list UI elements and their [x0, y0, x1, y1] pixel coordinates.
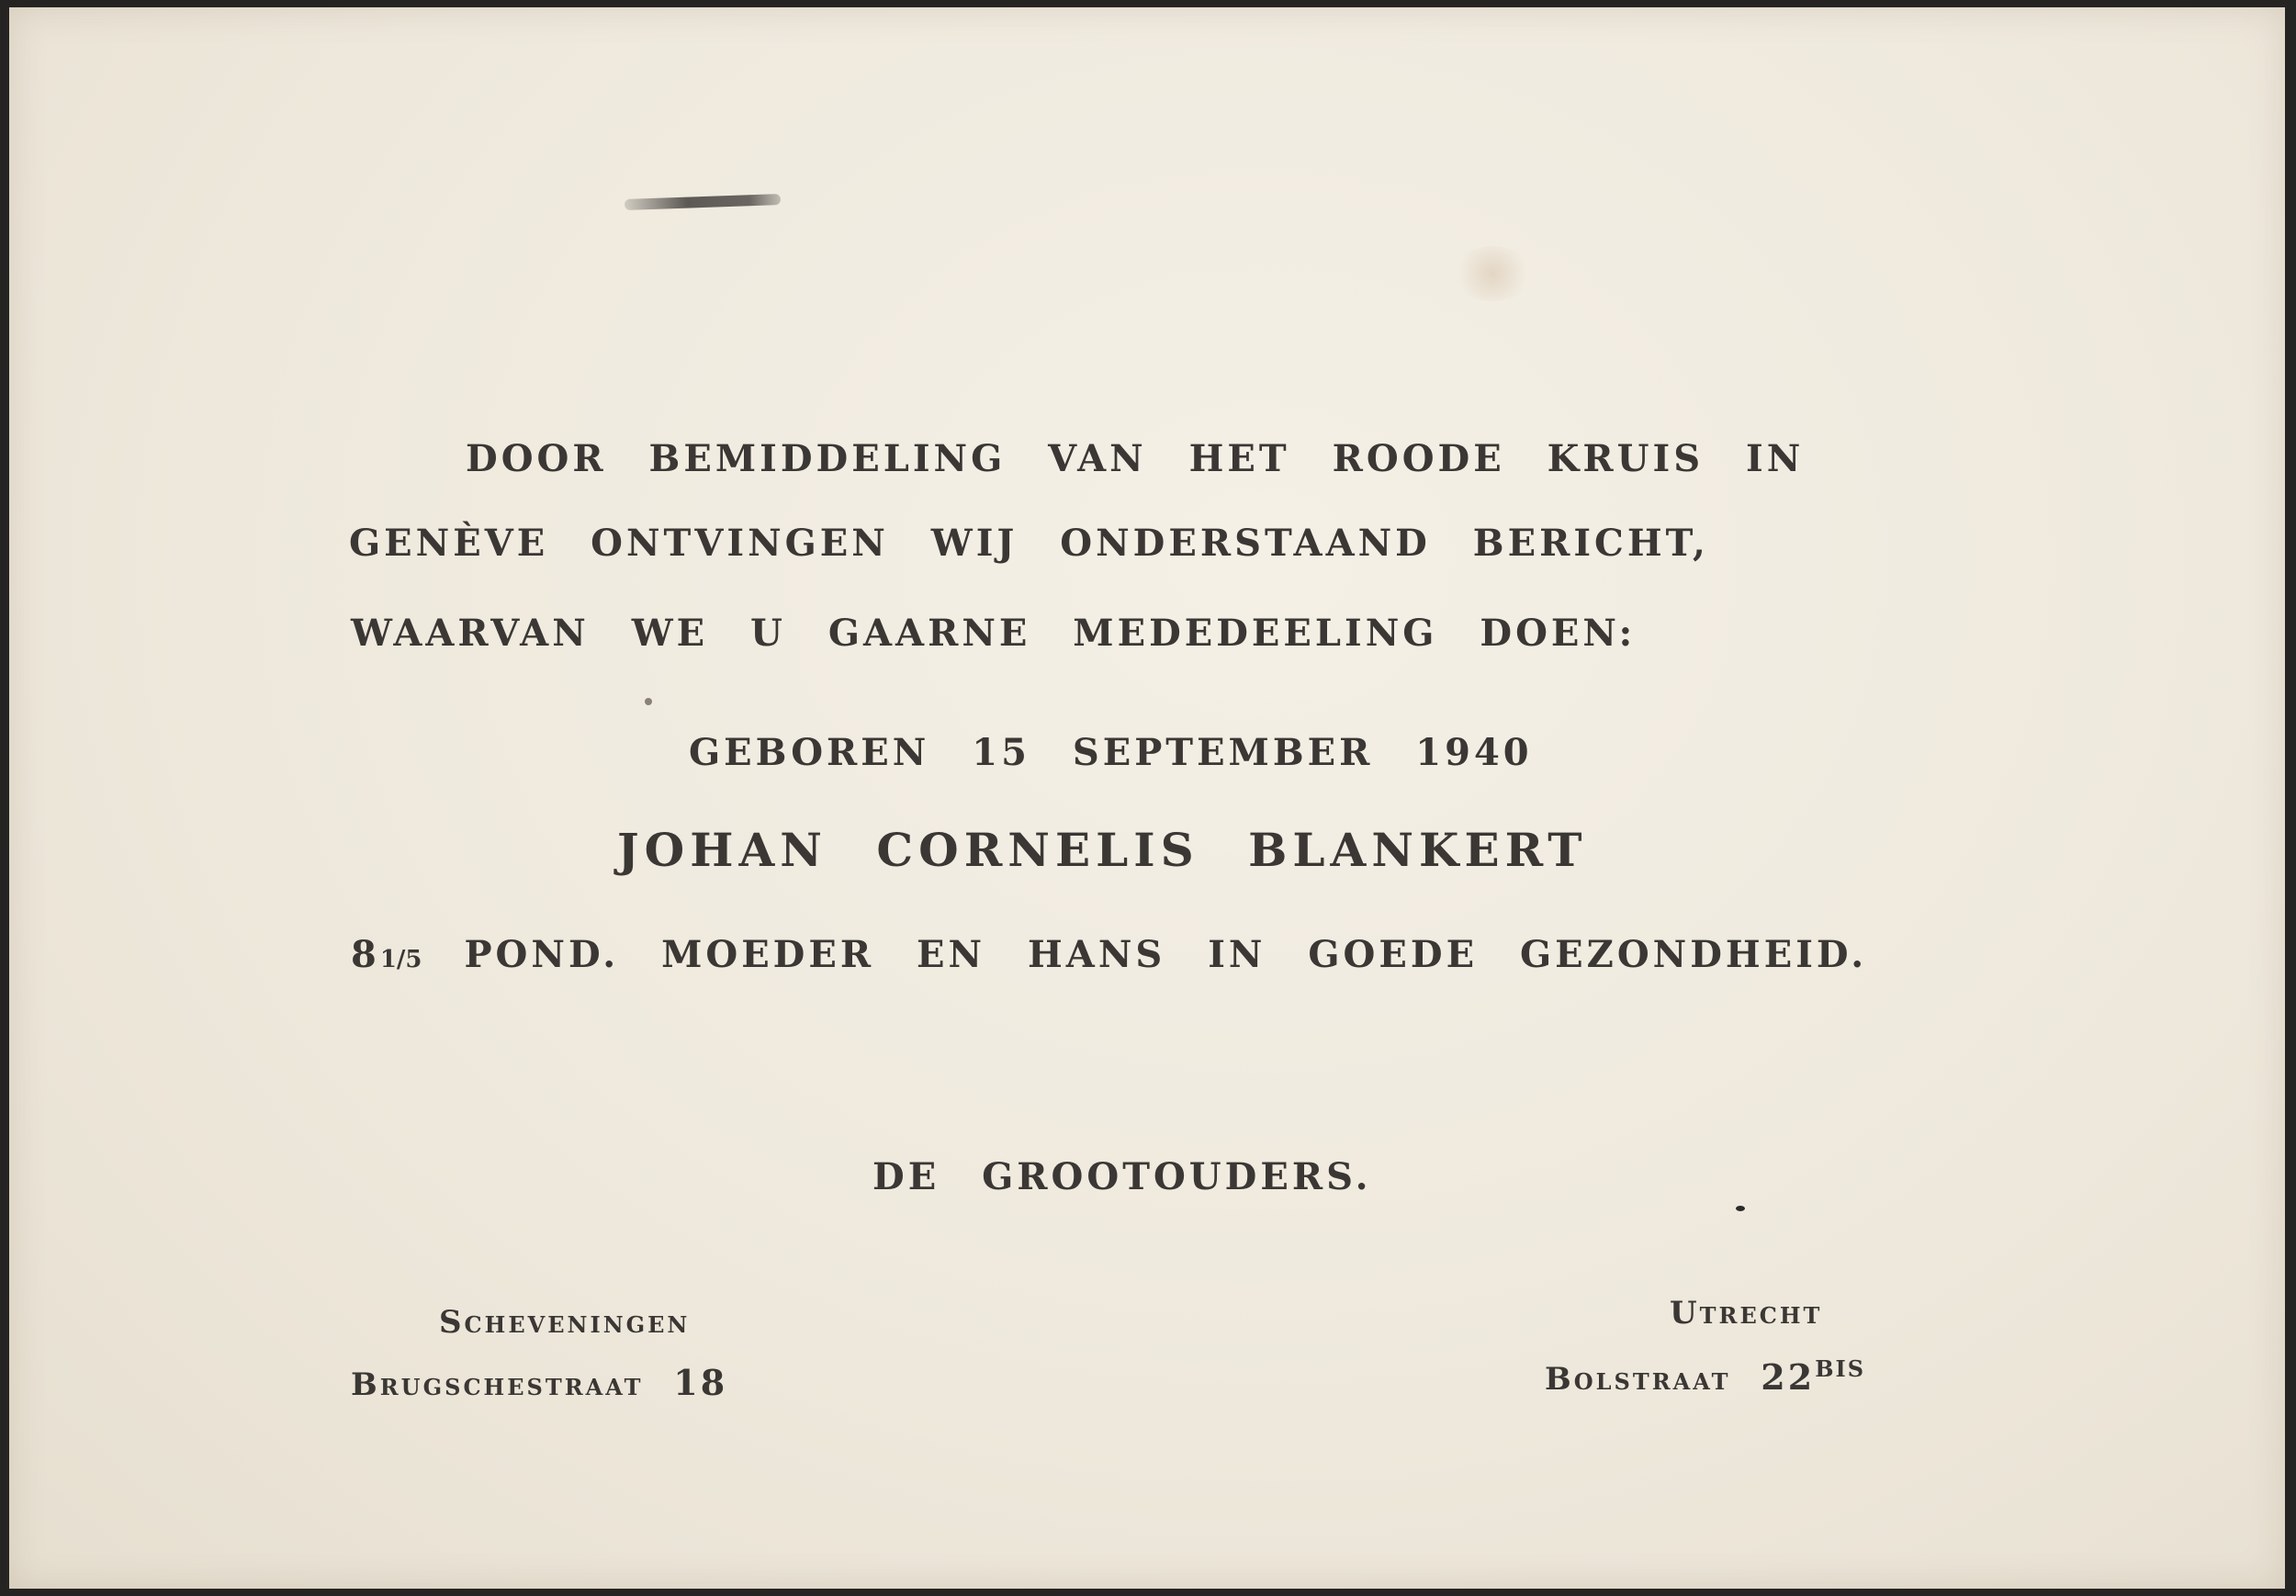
signature: DE GROOTOUDERS. [872, 1155, 1372, 1198]
birth-date-line: GEBOREN 15 SEPTEMBER 1940 [689, 731, 1533, 774]
right-street: Bolstraat [1545, 1361, 1731, 1398]
left-city: Scheveningen [439, 1304, 691, 1341]
weight-rest: POND. MOEDER EN HANS IN GOEDE GEZONDHEID. [464, 933, 1868, 976]
ink-speck [1736, 1206, 1745, 1211]
right-number-suffix: BIS [1815, 1355, 1866, 1382]
intro-line-1: DOOR BEMIDDELING VAN HET ROODE KRUIS IN [466, 437, 1805, 480]
birth-announcement-card [9, 7, 2285, 1589]
child-name: JOHAN CORNELIS BLANKERT [617, 823, 1588, 877]
intro-line-2: GENÈVE ONTVINGEN WIJ ONDERSTAAND BERICHT, [349, 522, 1709, 565]
left-house-number: 18 [673, 1362, 728, 1403]
left-street: Brugschestraat [351, 1366, 644, 1403]
right-city: Utrecht [1670, 1295, 1823, 1332]
intro-line-3: WAARVAN WE U GAARNE MEDEDEELING DOEN: [351, 612, 1637, 655]
weight-health-line [351, 933, 1867, 976]
ink-speck [645, 698, 652, 705]
paper-stain [1451, 246, 1534, 301]
right-house-number [1761, 1356, 1865, 1398]
pencil-mark [625, 194, 781, 210]
right-number: 22 [1761, 1356, 1816, 1398]
weight-whole: 8 [351, 933, 380, 976]
left-street-address [351, 1362, 727, 1403]
right-street-address [1545, 1355, 1865, 1398]
weight-fraction: 1/5 [379, 946, 422, 973]
